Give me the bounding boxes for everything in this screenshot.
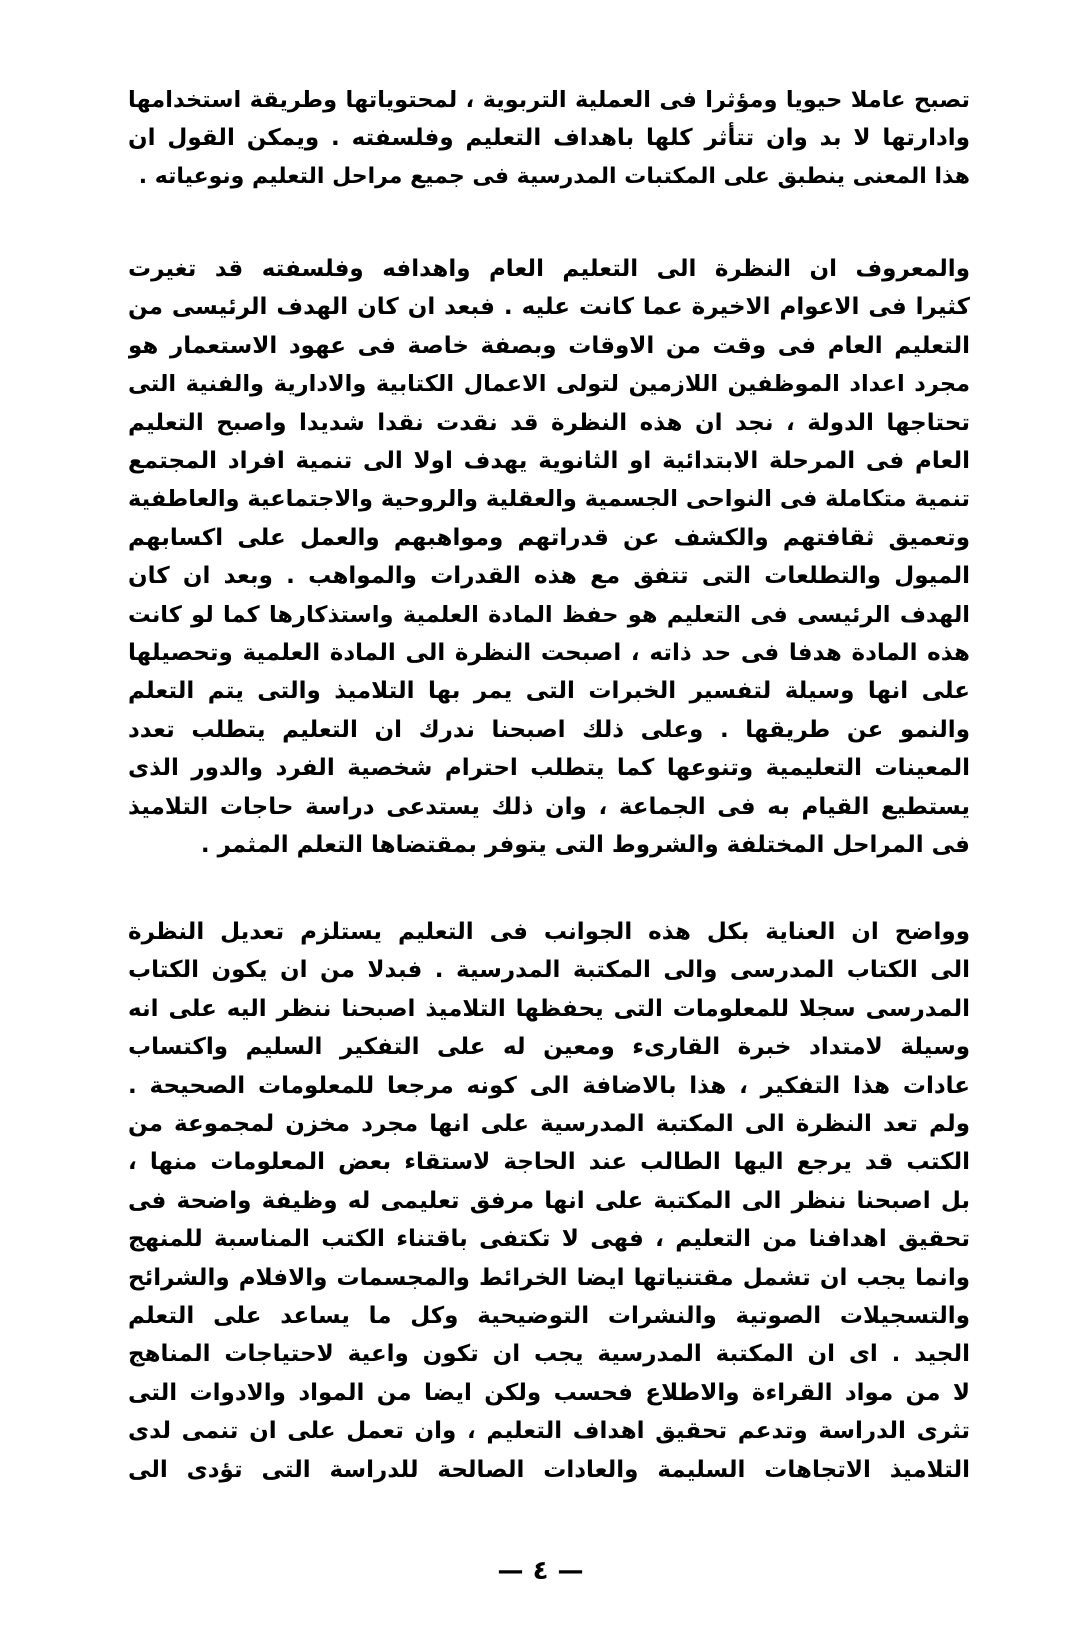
- paragraph-2: [128, 250, 970, 865]
- text-line: وادارتها لا بد وان تتأثر كلها باهداف التعليم وفلسفته . ويمكن القول ان: [128, 125, 970, 152]
- text-line: الى الكتاب المدرسى والى المكتبة المدرسية . فبدلا من ان يكون الكتاب: [128, 957, 970, 984]
- text-line: وواضح ان العناية بكل هذه الجوانب فى التعليم يستلزم تعديل النظرة: [128, 919, 970, 945]
- text-line: العام فى المرحلة الابتدائية او الثانوية يهدف اولا الى تنمية افراد المجتمع: [128, 448, 970, 475]
- text-line: وانما يجب ان تشمل مقتنياتها ايضا الخرائط والمجسمات والافلام والشرائح: [128, 1264, 970, 1291]
- text-line: مجرد اعداد الموظفين اللازمين لتولى الاعمال الكتابية والادارية والفنية التى: [128, 371, 970, 398]
- text-line: المدرسى سجلا للمعلومات التى يحفظها التلاميذ اصبحنا ننظر اليه على انه: [128, 995, 970, 1022]
- text-line: الهدف الرئيسى فى التعليم هو حفظ المادة العلمية واستذكارها كما لو كانت: [128, 601, 970, 628]
- text-line: والمعروف ان النظرة الى التعليم العام واهدافه وفلسفته قد تغيرت: [128, 256, 970, 282]
- text-line: فى المراحل المختلفة والشروط التى يتوفر بمقتضاها التعلم المثمر .: [200, 832, 970, 859]
- text-line: تثرى الدراسة وتدعم تحقيق اهداف التعليم ، وان تعمل على ان تنمى لدى: [128, 1418, 970, 1445]
- text-line: على انها وسيلة لتفسير الخبرات التى يمر بها التلاميذ والتى يتم التعلم: [128, 678, 970, 705]
- text-line: التلاميذ الاتجاهات السليمة والعادات الصالحة للدراسة التى تؤدى الى: [128, 1456, 970, 1483]
- text-line: بل اصبحنا ننظر الى المكتبة على انها مرفق تعليمى له وظيفة واضحة فى: [128, 1187, 970, 1214]
- text-line: وتعميق ثقافتهم والكشف عن قدراتهم ومواهبهم والعمل على اكسابهم: [128, 524, 970, 551]
- paragraph-3: [128, 913, 970, 1489]
- text-line: المعينات التعليمية وتنوعها كما يتطلب احترام شخصية الفرد والدور الذى: [128, 755, 970, 782]
- text-line: والتسجيلات الصوتية والنشرات التوضيحية وكل ما يساعد على التعلم: [128, 1303, 970, 1330]
- text-line: الكتب قد يرجع اليها الطالب عند الحاجة لاستقاء بعض المعلومات منها ،: [128, 1149, 970, 1176]
- text-line: تحتاجها الدولة ، نجد ان هذه النظرة قد نقدت نقدا شديدا واصبح التعليم: [128, 409, 970, 436]
- text-line: لا من مواد القراءة والاطلاع فحسب ولكن ايضا من المواد والادوات التى: [128, 1379, 970, 1406]
- text-line: الجيد . اى ان المكتبة المدرسية يجب ان تكون واعية لاحتياجات المناهج: [128, 1341, 970, 1368]
- text-line: يستطيع القيام به فى الجماعة ، وان ذلك يستدعى دراسة حاجات التلاميذ: [128, 793, 970, 820]
- text-line: تحقيق اهدافنا من التعليم ، فهى لا تكتفى باقتناء الكتب المناسبة للمنهج: [128, 1226, 970, 1253]
- text-line: والنمو عن طريقها . وعلى ذلك اصبحنا ندرك ان التعليم يتطلب تعدد: [128, 716, 970, 743]
- text-line: التعليم العام فى وقت من الاوقات وبصفة خاصة فى عهود الاستعمار هو: [128, 332, 970, 359]
- text-line: عادات هذا التفكير ، هذا بالاضافة الى كونه مرجعا للمعلومات الصحيحة .: [128, 1072, 970, 1099]
- text-line: هذا المعنى ينطبق على المكتبات المدرسية فى جميع مراحل التعليم ونوعياته .: [138, 163, 970, 189]
- text-line: تنمية متكاملة فى النواحى الجسمية والعقلية والروحية والاجتماعية والعاطفية: [128, 486, 970, 513]
- text-line: تصبح عاملا حيويا ومؤثرا فى العملية التربوية ، لمحتوياتها وطريقة استخدامها: [128, 87, 970, 113]
- text-line: وسيلة لامتداد خبرة القارىء ومعين له على التفكير السليم واكتساب: [128, 1034, 970, 1061]
- paragraph-1: [128, 81, 970, 196]
- text-line: كثيرا فى الاعوام الاخيرة عما كانت عليه . فبعد ان كان الهدف الرئيسى من: [128, 294, 970, 321]
- text-line: الميول والتطلعات التى تتفق مع هذه القدرات والمواهب . وبعد ان كان: [128, 563, 970, 590]
- text-line: هذه المادة هدفا فى حد ذاته ، اصبحت النظرة الى المادة العلمية وتحصيلها: [128, 640, 970, 667]
- page-number: — ٤ —: [497, 1556, 584, 1586]
- text-line: ولم تعد النظرة الى المكتبة المدرسية على انها مجرد مخزن لمجموعة من: [128, 1111, 970, 1138]
